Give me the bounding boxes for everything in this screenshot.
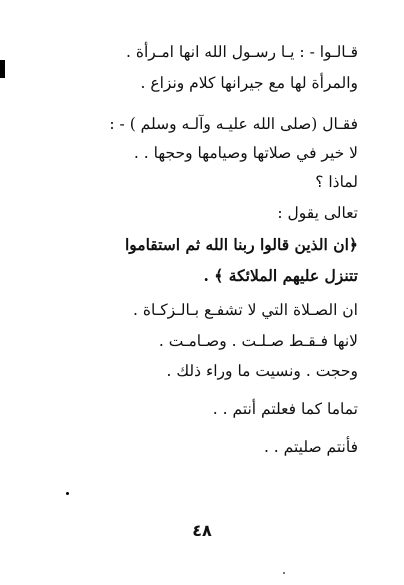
text-line-11: وحجت . ونسيت ما وراء ذلك .	[166, 362, 358, 380]
quran-verse-line-2: تتنزل عليهم الملائكة ﴾ .	[203, 266, 358, 285]
text-line-13: فأنتم صليتم . .	[263, 438, 358, 456]
quran-verse-line-1: ﴿ان الذين قالوا ربنا الله ثم استقاموا	[124, 235, 358, 254]
text-line-5: لماذا ؟	[315, 173, 358, 191]
margin-mark	[0, 60, 5, 78]
text-line-10: لانها فـقـط صـلـت . وصـامـت .	[158, 332, 358, 350]
ink-dot	[66, 492, 69, 495]
text-line-3: فقـال (صلى الله عليـه وآلـه وسلم ) - :	[109, 115, 358, 133]
text-line-12: تماما كما فعلتم أنتم . .	[212, 400, 358, 418]
page-number: ٤٨	[192, 521, 212, 540]
text-line-1: قـالـوا - : يـا رسـول الله انها امـرأة .	[125, 43, 358, 61]
text-line-6: تعالى يقول :	[277, 204, 358, 222]
ink-speck	[283, 572, 285, 574]
text-line-2: والمرأة لها مع جيرانها كلام ونزاع .	[140, 74, 358, 92]
text-line-4: لا خير في صلاتها وصيامها وحجها . .	[133, 144, 358, 162]
text-line-9: ان الصـلاة التي لا تشفـع بـالـزكـاة .	[133, 301, 358, 319]
